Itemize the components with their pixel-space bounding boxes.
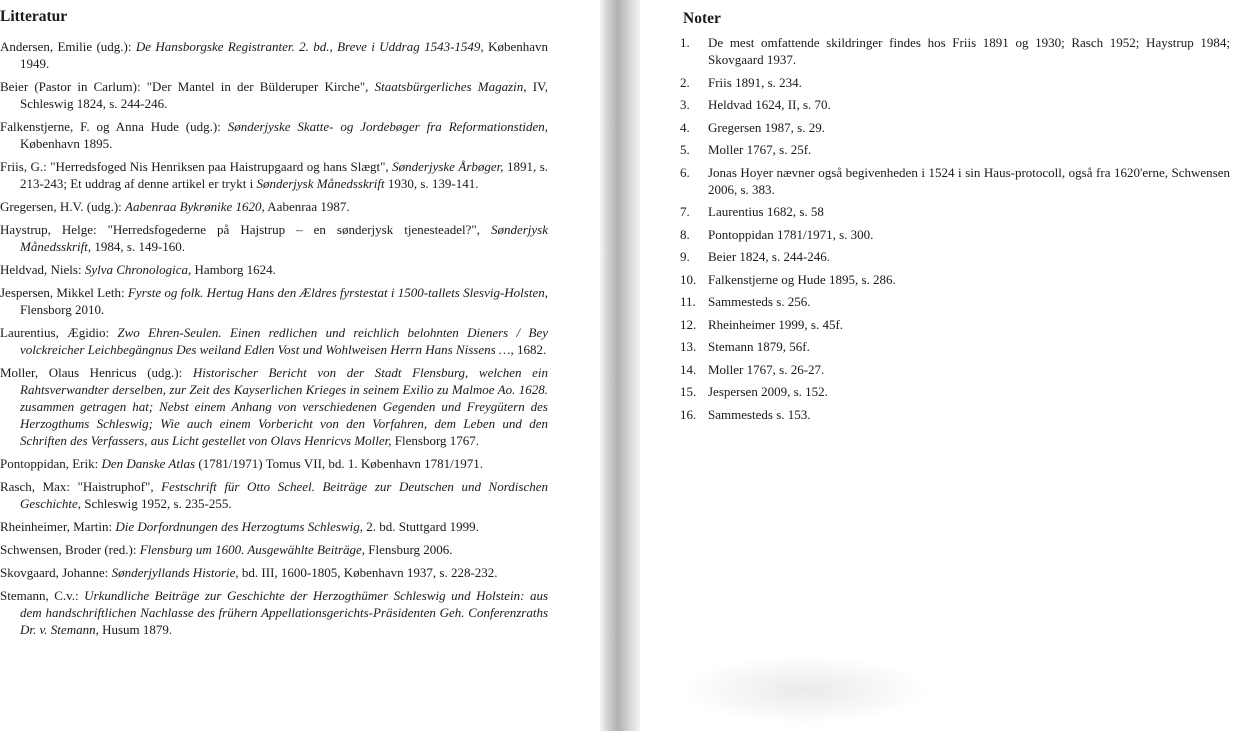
entry-text: 1984, s. 149-160. <box>91 239 186 254</box>
entry-text: Moller, Olaus Henricus (udg.): <box>0 365 193 380</box>
note-text: Friis 1891, s. 234. <box>708 74 802 90</box>
bibliography-entry <box>0 78 548 112</box>
note-number: 15. <box>680 384 697 399</box>
entry-text: Flensburg 2006. <box>365 542 453 557</box>
entry-title: Sønderjysk Månedsskrift, <box>20 222 548 254</box>
entry-text: Schleswig 1952, s. 235-255. <box>81 496 232 511</box>
bibliography-entry <box>0 455 548 472</box>
right-page <box>640 0 1250 731</box>
entry-title: Festschrift für Otto Scheel. Beiträge zur Deutschen und Nordischen Geschichte, <box>20 479 548 511</box>
note-item <box>680 226 1230 243</box>
entry-text: bd. III, 1600-1805, København 1937, s. 228-232. <box>238 565 498 580</box>
bibliography-entry <box>0 478 548 512</box>
note-text: Gregersen 1987, s. 29. <box>708 119 825 135</box>
note-item <box>680 406 1230 423</box>
note-number: 13. <box>680 339 697 354</box>
entry-title: Den Danske Atlas <box>101 456 196 471</box>
note-number: 12. <box>680 316 697 332</box>
bibliography-entry <box>0 518 548 535</box>
entry-text: Gregersen, H.V. (udg.): <box>0 199 126 214</box>
entry-title: Sønderjyske Årbøger, <box>392 159 504 174</box>
note-item <box>680 361 1230 378</box>
litteratur-heading: Litteratur <box>0 8 68 25</box>
note-text: De mest omfattende skildringer findes hos Friis 1891 og 1930; Rasch 1952; Haystrup 1984; Skovgaard 1937. <box>708 35 1230 67</box>
entry-title: Sønderjyske Skatte- og Jordebøger fra Reformationstiden, <box>227 119 548 134</box>
bibliography-entry <box>0 564 548 581</box>
note-number: 5. <box>680 142 690 157</box>
note-item <box>680 271 1230 288</box>
notes-list <box>680 34 1230 428</box>
entry-text: (1781/1971) Tomus VII, bd. 1. København 1781/1971. <box>195 456 483 471</box>
entry-text: 1682. <box>513 342 547 357</box>
bibliography-entry <box>0 221 548 255</box>
entry-text: Andersen, Emilie (udg.): <box>0 39 136 54</box>
entry-title: Urkundliche Beiträge zur Geschichte der Herzogthümer Schleswig und Holstein: aus dem handschriftlichen Nachlasse des frühern Appellationsgerichts-Präsidenten Geh. Conferenzraths Dr. v. Stemann, <box>20 588 548 637</box>
note-number: 4. <box>680 119 690 135</box>
entry-text: Aabenraa 1987. <box>264 199 350 214</box>
entry-text: 1930, s. 139-141. <box>384 176 479 191</box>
note-item <box>680 316 1230 333</box>
note-item <box>680 119 1230 136</box>
note-number: 6. <box>680 164 690 180</box>
entry-text: Falkenstjerne, F. og Anna Hude (udg.): <box>0 119 228 134</box>
bibliography-entry <box>0 541 548 558</box>
entry-text: 1891, s. 213-243; Et uddrag af denne artikel er trykt i <box>20 159 548 191</box>
note-number: 2. <box>680 74 690 90</box>
entry-text: Friis, G.: "Herredsfoged Nis Henriksen paa Haistrupgaard og hans Slægt", <box>0 159 393 174</box>
bibliography-entry <box>0 158 548 192</box>
note-number: 8. <box>680 226 690 242</box>
note-number: 14. <box>680 361 697 377</box>
entry-text: Laurentius, Ægidio: <box>0 325 118 340</box>
note-number: 16. <box>680 406 697 422</box>
entry-title: Historischer Bericht von der Stadt Flensburg, welchen ein Rahtsverwandter derselben, zur Zeit des Kayserlichen Krieges in seinem Exilio zu Malmoe Ao. 1628. zusammen getragen hat; Nebst einem Anhang von verschiedenen Gegenden und Freygütern des Herzogthums Schleswig; Wie auch einem Vorbericht von den Vorfahren, dem Leben und den Schriften des Verfassers, aus Licht gestellet von Olavs Henricvs Moller, <box>20 365 548 448</box>
entry-text: Hamborg 1624. <box>191 262 276 277</box>
scan-smudge <box>680 655 930 725</box>
note-item <box>680 203 1230 220</box>
bibliography-entry <box>0 198 548 215</box>
note-text: Moller 1767, s. 25f. <box>708 142 812 157</box>
entry-text: Stemann, C.v.: <box>0 588 85 603</box>
note-text: Stemann 1879, 56f. <box>708 339 810 354</box>
note-number: 1. <box>680 35 690 50</box>
note-number: 10. <box>680 271 697 287</box>
entry-text: Heldvad, Niels: <box>0 262 85 277</box>
note-number: 3. <box>680 97 690 112</box>
entry-text: Flensborg 1767. <box>391 433 480 448</box>
entry-title: Aabenraa Bykrønike 1620, <box>125 199 265 214</box>
entry-title: De Hansborgske Registranter. 2. bd., Breve i Uddrag 1543-1549, <box>135 39 484 54</box>
entry-title: Sylva Chronologica, <box>84 262 192 277</box>
entry-title: Flensburg um 1600. Ausgewählte Beiträge, <box>139 542 366 557</box>
entry-text: Husum 1879. <box>98 622 173 637</box>
note-item <box>680 248 1230 265</box>
note-item <box>680 293 1230 310</box>
bibliography-entry <box>0 364 548 449</box>
bibliography-entry <box>0 284 548 318</box>
note-item <box>680 96 1230 113</box>
entry-text: Haystrup, Helge: "Herredsfogederne på Hajstrup – en sønderjysk tjenesteadel?", <box>0 222 491 237</box>
entry-title: Zwo Ehren-Seulen. Einen redlichen und reichlich belohnten Dieners / Bey volckreicher Leichbegängnus Des weiland Edlen Vost und Wohlweisen Herrn Hans Nissens …, <box>20 325 548 357</box>
note-text: Jonas Hoyer nævner også begivenheden i 1524 i sin Haus-protocoll, også fra 1620'erne, Schwensen 2006, s. 383. <box>708 164 1230 197</box>
bibliography-entry <box>0 261 548 278</box>
note-text: Moller 1767, s. 26-27. <box>708 361 825 377</box>
entry-text: Pontoppidan, Erik: <box>0 456 102 471</box>
entry-text: 2. bd. Stuttgard 1999. <box>362 519 479 534</box>
note-text: Pontoppidan 1781/1971, s. 300. <box>708 226 874 242</box>
note-number: 11. <box>680 294 696 309</box>
note-item <box>680 383 1230 400</box>
note-text: Sammesteds s. 153. <box>708 406 811 422</box>
entry-text: Beier (Pastor in Carlum): "Der Mantel in der Bülderuper Kirche", <box>0 79 375 94</box>
entry-text: IV, Schleswig 1824, s. 244-246. <box>20 79 549 111</box>
entry-title: Die Dorfordnungen des Herzogtums Schleswig, <box>115 519 363 534</box>
note-text: Rheinheimer 1999, s. 45f. <box>708 316 844 332</box>
entry-text: København 1949. <box>20 39 548 71</box>
noter-heading: Noter <box>683 10 721 27</box>
entry-title: Sønderjyllands Historie, <box>111 565 239 580</box>
note-text: Laurentius 1682, s. 58 <box>708 204 824 219</box>
entry-text: Jespersen, Mikkel Leth: <box>0 285 128 300</box>
note-text: Jespersen 2009, s. 152. <box>708 384 828 399</box>
bibliography-entry <box>0 38 548 72</box>
entry-text: København 1895. <box>20 136 113 151</box>
note-item <box>680 34 1230 68</box>
bibliography-entry <box>0 324 548 358</box>
note-text: Beier 1824, s. 244-246. <box>708 249 831 264</box>
note-text: Sammesteds s. 256. <box>708 294 811 309</box>
note-number: 9. <box>680 249 690 264</box>
entry-text: Schwensen, Broder (red.): <box>0 542 140 557</box>
note-text: Heldvad 1624, II, s. 70. <box>708 97 831 112</box>
bibliography-entry <box>0 587 548 638</box>
note-item <box>680 74 1230 91</box>
note-item <box>680 164 1230 198</box>
left-page <box>0 0 600 731</box>
note-number: 7. <box>680 204 690 219</box>
book-gutter <box>600 0 640 731</box>
note-text: Falkenstjerne og Hude 1895, s. 286. <box>708 271 896 287</box>
bibliography-list <box>0 38 548 644</box>
entry-text: Rheinheimer, Martin: <box>0 519 116 534</box>
entry-text: Skovgaard, Johanne: <box>0 565 112 580</box>
entry-title: Fyrste og folk. Hertug Hans den Ældres fyrstestat i 1500-tallets Slesvig-Holsten, <box>127 285 548 300</box>
note-item <box>680 141 1230 158</box>
entry-text: Flensborg 2010. <box>20 302 105 317</box>
entry-title: Sønderjysk Månedsskrift <box>256 176 385 191</box>
entry-title: Staatsbürgerliches Magazin, <box>374 79 527 94</box>
note-item <box>680 338 1230 355</box>
entry-text: Rasch, Max: "Haistruphof", <box>0 479 162 494</box>
bibliography-entry <box>0 118 548 152</box>
